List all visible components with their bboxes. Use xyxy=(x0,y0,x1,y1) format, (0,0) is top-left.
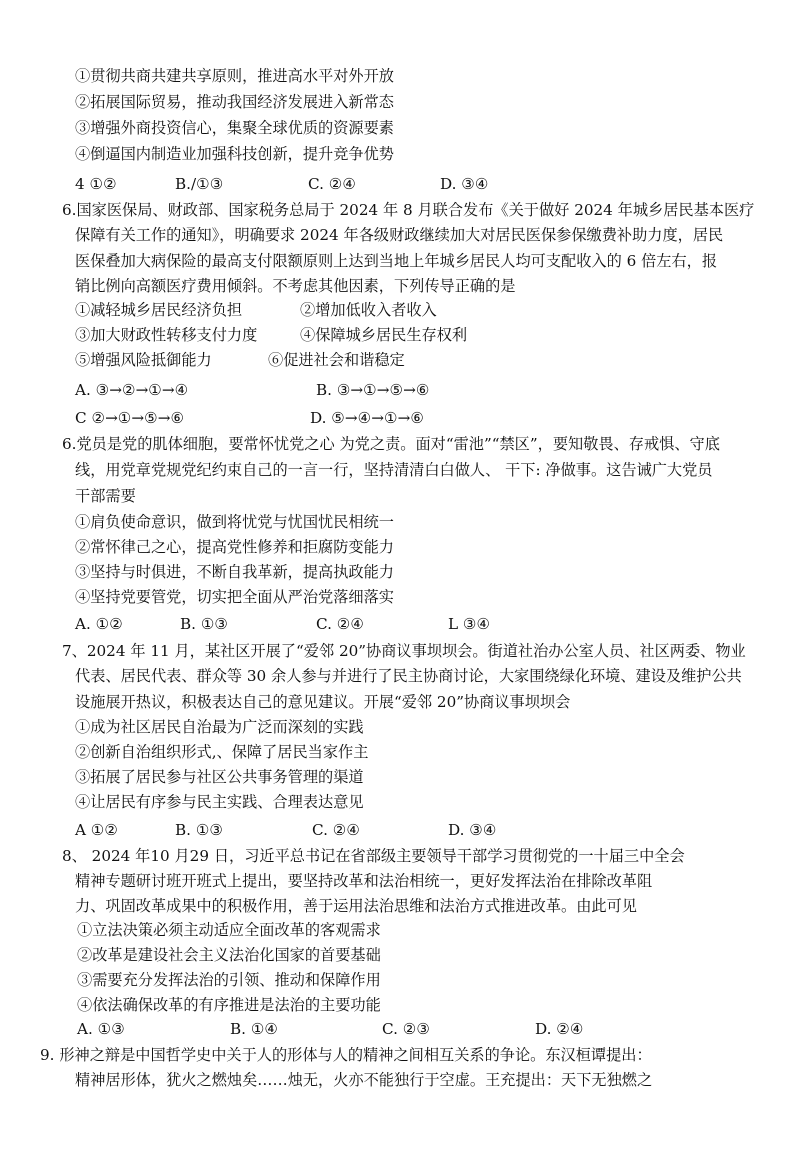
q6a-option-d: D. ⑤→④→①→⑥ xyxy=(310,409,424,427)
q5-option-c: C. ②④ xyxy=(308,175,356,193)
q6a-item-1: ①减轻城乡居民经济负担 xyxy=(75,301,243,319)
q6a-item-3: ③加大财政性转移支付力度 xyxy=(75,326,258,344)
q6a-option-b: B. ③→①→⑤→⑥ xyxy=(316,381,430,399)
q6a-stem-line-4: 销比例向高额医疗费用倾斜。不考虑其他因素，下列传导正确的是 xyxy=(75,277,516,295)
q6b-option-c: C. ②④ xyxy=(316,615,364,633)
q8-option-b: B. ①④ xyxy=(230,1020,279,1038)
q7-item-4: ④让居民有序参与民主实践、合理表达意见 xyxy=(75,793,364,811)
q6a-option-a: A. ③→②→①→④ xyxy=(75,381,189,399)
q8-options xyxy=(0,1019,800,1039)
q6b-option-a: A. ①② xyxy=(75,615,123,633)
q7-item-3: ③拓展了居民参与社区公共事务管理的渠道 xyxy=(75,768,364,786)
q8-item-3: ③需要充分发挥法治的引领、推动和保障作用 xyxy=(77,971,381,989)
q6a-item-2: ②增加低收入者收入 xyxy=(300,301,437,319)
q8-stem-line-1: 8、 2024 年10 月29 日，习近平总书记在省部级主要领导干部学习贯彻党的一十届三中全会 xyxy=(62,847,685,865)
q8-stem-line-3: 力、巩固改革成果中的积极作用，善于运用法治思维和法治方式推进改革。由此可见 xyxy=(75,897,637,915)
q8-option-c: C. ②③ xyxy=(382,1020,430,1038)
q5-item-3: ③增强外商投资信心，集聚全球优质的资源要素 xyxy=(75,119,394,137)
q6b-item-1: ①肩负使命意识，做到将忧党与忧国忧民相统一 xyxy=(75,513,394,531)
q5-item-4: ④倒逼国内制造业加强科技创新，提升竞争优势 xyxy=(75,145,394,163)
q9-stem-line-1: 9. 形神之辩是中国哲学史中关于人的形体与人的精神之间相互关系的争论。东汉桓谭提出： xyxy=(40,1046,652,1064)
q7-stem-line-2: 代表、居民代表、群众等 30 余人参与并进行了民主协商讨论，大家围绕绿化环境、建设及维护公共 xyxy=(75,667,742,685)
q6b-stem-line-1: 6.党员是党的肌体细胞，要常怀忧党之心 为党之责。面对“雷池”“禁区”，要知敬畏、存戒惧、守底 xyxy=(62,435,720,453)
q7-item-2: ②创新自治组织形式,、保障了居民当家作主 xyxy=(75,743,369,761)
q6a-options-row-2 xyxy=(0,408,800,428)
q5-item-2: ②拓展国际贸易，推动我国经济发展进入新常态 xyxy=(75,93,394,111)
q6a-items-row-3 xyxy=(0,350,800,370)
q7-option-d: D. ③④ xyxy=(448,821,497,839)
q8-item-1: ①立法决策必须主动适应全面改革的客观需求 xyxy=(77,921,381,939)
q9-stem-line-2: 精神居形体，犹火之燃烛矣……烛无，火亦不能独行于空虚。王充提出：天下无独燃之 xyxy=(75,1071,653,1089)
q6b-option-d: L ③④ xyxy=(448,615,491,633)
q7-option-c: C. ②④ xyxy=(312,821,360,839)
q8-option-a: A. ①③ xyxy=(77,1020,125,1038)
q7-stem-line-1: 7、2024 年 11 月，某社区开展了“爱邻 20”协商议事坝坝会。街道社治办公室人员、社区两委、物业 xyxy=(62,642,746,660)
q6a-item-6: ⑥促进社会和谐稳定 xyxy=(268,351,405,369)
q6a-item-5: ⑤增强风险抵御能力 xyxy=(75,351,212,369)
q6a-option-c: C ②→①→⑤→⑥ xyxy=(75,409,185,427)
q6b-option-b: B. ①③ xyxy=(180,615,229,633)
q6b-item-4: ④坚持党要管党，切实把全面从严治党落细落实 xyxy=(75,588,394,606)
q8-option-d: D. ②④ xyxy=(535,1020,584,1038)
q6b-options xyxy=(0,614,800,634)
q8-item-2: ②改革是建设社会主义法治化国家的首要基础 xyxy=(77,946,381,964)
q6a-options-row-1 xyxy=(0,380,800,400)
q5-option-d: D. ③④ xyxy=(440,175,489,193)
q6a-stem-line-1: 6.国家医保局、财政部、国家税务总局于 2024 年 8 月联合发布《关于做好 2024 年城乡居民基本医疗 xyxy=(62,201,755,219)
q5-option-a: 4 ①② xyxy=(75,175,117,193)
q6b-stem-line-2: 线，用党章党规党纪约束自己的一言一行，坚持清清白白做人、 干下: 净做事。这告诫广大党员 xyxy=(75,461,713,479)
q7-item-1: ①成为社区居民自治最为广泛而深刻的实践 xyxy=(75,718,364,736)
q6a-items-row-1 xyxy=(0,300,800,320)
q5-option-b: B./①③ xyxy=(175,175,224,193)
q6a-item-4: ④保障城乡居民生存权利 xyxy=(300,326,468,344)
q7-option-a: A ①② xyxy=(75,821,119,839)
q6b-stem-line-3: 干部需要 xyxy=(75,487,136,505)
q6a-items-row-2 xyxy=(0,325,800,345)
q5-item-1: ①贯彻共商共建共享原则，推进高水平对外开放 xyxy=(75,67,394,85)
q6b-item-3: ③坚持与时俱进，不断自我革新，提高执政能力 xyxy=(75,563,394,581)
q7-options xyxy=(0,820,800,840)
q5-options xyxy=(0,174,800,194)
q6a-stem-line-2: 保障有关工作的通知》，明确要求 2024 年各级财政继续加大对居民医保参保缴费补助力度，居民 xyxy=(75,226,724,244)
q6a-stem-line-3: 医保叠加大病保险的最高支付限额原则上达到当地上年城乡居民人均可支配收入的 6 倍左右，报 xyxy=(75,252,718,270)
q8-item-4: ④依法确保改革的有序推进是法治的主要功能 xyxy=(77,996,381,1014)
q7-option-b: B. ①③ xyxy=(175,821,224,839)
q7-stem-line-3: 设施展开热议，积极表达自己的意见建议。开展“爱邻 20”协商议事坝坝会 xyxy=(75,693,571,711)
q8-stem-line-2: 精神专题研讨班开班式上提出，要坚持改革和法治相统一，更好发挥法治在排除改革阻 xyxy=(75,872,653,890)
q6b-item-2: ②常怀律己之心，提高党性修养和拒腐防变能力 xyxy=(75,538,394,556)
